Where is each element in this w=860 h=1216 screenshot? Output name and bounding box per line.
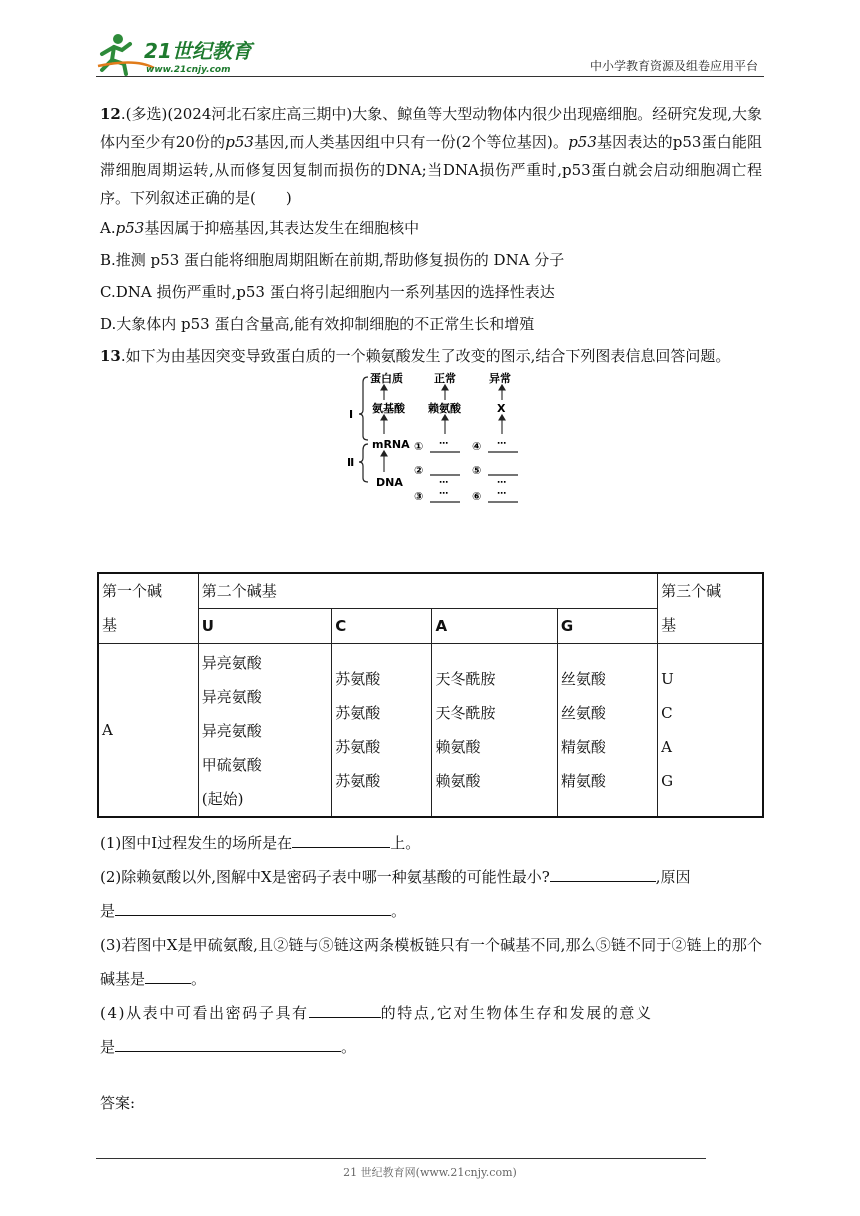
svg-text:⋯: ⋯ — [439, 439, 448, 449]
svg-text:⋯: ⋯ — [439, 489, 448, 499]
answer-blank-2[interactable] — [550, 863, 656, 882]
strand-3-label: ③ — [414, 490, 424, 503]
process-ii-label: Ⅱ — [347, 456, 355, 469]
strand-4-label: ④ — [472, 440, 482, 453]
footer-divider — [96, 1158, 706, 1159]
option-b: B.推测 p53 蛋白能将细胞周期阻断在前期,帮助修复损伤的 DNA 分子 — [100, 251, 565, 269]
col-g: G — [557, 609, 657, 644]
svg-text:⋯: ⋯ — [497, 489, 506, 499]
answer-blank-3[interactable] — [115, 897, 391, 916]
page-header — [96, 30, 764, 77]
header-first-base: 第一个碱基 — [98, 573, 198, 644]
first-base-a: A — [98, 644, 198, 818]
subquestion-4: (4)从表中可看出密码子具有 的特点,它对生物体生存和发展的意义 — [100, 996, 762, 1030]
question-13-number: 13 — [100, 347, 121, 365]
col-c: C — [332, 609, 432, 644]
logo-url-text: www.21cnjy.com — [146, 65, 231, 75]
question-13-subquestions — [100, 826, 762, 1064]
question-12-number: 12 — [100, 105, 121, 123]
header-third-base: 第三个碱基 — [658, 573, 763, 644]
page-footer: 21 世纪教育网(www.21cnjy.com) — [343, 1166, 517, 1179]
question-13-stem: 13.如下为由基因突变导致蛋白质的一个赖氨酸发生了改变的图示,结合下列图表信息回答问题。 — [100, 347, 731, 365]
table-row — [98, 644, 763, 818]
answer-label: 答案: — [100, 1094, 136, 1112]
label-protein: 蛋白质 — [370, 372, 403, 385]
cell-u-column: 异亮氨酸 异亮氨酸 异亮氨酸 甲硫氨酸 (起始) — [198, 644, 331, 818]
cell-c-column: 苏氨酸 苏氨酸 苏氨酸 苏氨酸 — [332, 644, 432, 818]
subquestion-3: (3)若图中X是甲硫氨酸,且②链与⑤链这两条模板链只有一个碱基不同,那么⑤链不同于②链上的那个碱基是 。 — [100, 936, 762, 988]
svg-text:⋯: ⋯ — [497, 478, 506, 488]
label-x: X — [497, 402, 506, 415]
label-mrna: mRNA — [372, 438, 410, 451]
codon-table — [97, 572, 764, 818]
option-c: C.DNA 损伤严重时,p53 蛋白将引起细胞内一系列基因的选择性表达 — [100, 283, 555, 301]
answer-blank-6[interactable] — [115, 1033, 341, 1052]
label-abnormal: 异常 — [489, 372, 511, 385]
question-12-stem: 12.(多选)(2024河北石家庄高三期中)大象、鲸鱼等大型动物体内很少出现癌细胞。经研究发现,大象体内至少有20份的p53基因,而人类基因组中只有一份(2个等位基因)。p53基因表达的p53蛋白能阻滞细胞周期运转,从而修复因复制而损伤的DNA;当DNA损伤严重时,p53蛋白就会启动细胞凋亡程序。下列叙述正确的是( ) — [100, 105, 762, 207]
answer-blank-1[interactable] — [292, 829, 390, 848]
answer-blank-5[interactable] — [309, 999, 381, 1018]
option-a: A.p53基因属于抑癌基因,其表达发生在细胞核中 — [100, 219, 420, 237]
subquestion-4-cont: 是 。 — [100, 1030, 762, 1064]
option-d: D.大象体内 p53 蛋白含量高,能有效抑制细胞的不正常生长和增殖 — [100, 315, 535, 333]
svg-text:⋯: ⋯ — [497, 439, 506, 449]
strand-1-label: ① — [414, 440, 424, 453]
question-content — [100, 100, 762, 506]
process-i-label: Ⅰ — [349, 408, 354, 421]
site-logo — [96, 30, 266, 76]
col-a: A — [432, 609, 557, 644]
label-dna: DNA — [376, 476, 403, 489]
table-header-row — [98, 573, 763, 609]
col-u: U — [198, 609, 331, 644]
logo-text: 21世纪教育 — [144, 39, 252, 63]
mutation-diagram — [344, 370, 524, 506]
answer-blank-4[interactable] — [145, 965, 191, 984]
strand-5-label: ⑤ — [472, 464, 482, 477]
strand-6-label: ⑥ — [472, 490, 482, 503]
cell-a-column: 天冬酰胺 天冬酰胺 赖氨酸 赖氨酸 — [432, 644, 557, 818]
mutation-diagram-area — [100, 370, 762, 506]
strand-2-label: ② — [414, 464, 424, 477]
subquestion-2-cont: 是 。 — [100, 894, 762, 928]
label-normal: 正常 — [434, 372, 456, 385]
label-lysine: 赖氨酸 — [428, 402, 461, 415]
label-amino-acid: 氨基酸 — [372, 402, 405, 415]
cell-g-column: 丝氨酸 丝氨酸 精氨酸 精氨酸 — [557, 644, 657, 818]
svg-text:⋯: ⋯ — [439, 478, 448, 488]
subquestion-1: (1)图中Ⅰ过程发生的场所是在 上。 — [100, 826, 762, 860]
subquestion-2: (2)除赖氨酸以外,图解中X是密码子表中哪一种氨基酸的可能性最小? ,原因 — [100, 860, 762, 894]
header-platform-text: 中小学教育资源及组卷应用平台 — [589, 59, 758, 73]
header-second-base: 第二个碱基 — [198, 573, 657, 609]
cell-third-base: U C A G — [658, 644, 763, 818]
